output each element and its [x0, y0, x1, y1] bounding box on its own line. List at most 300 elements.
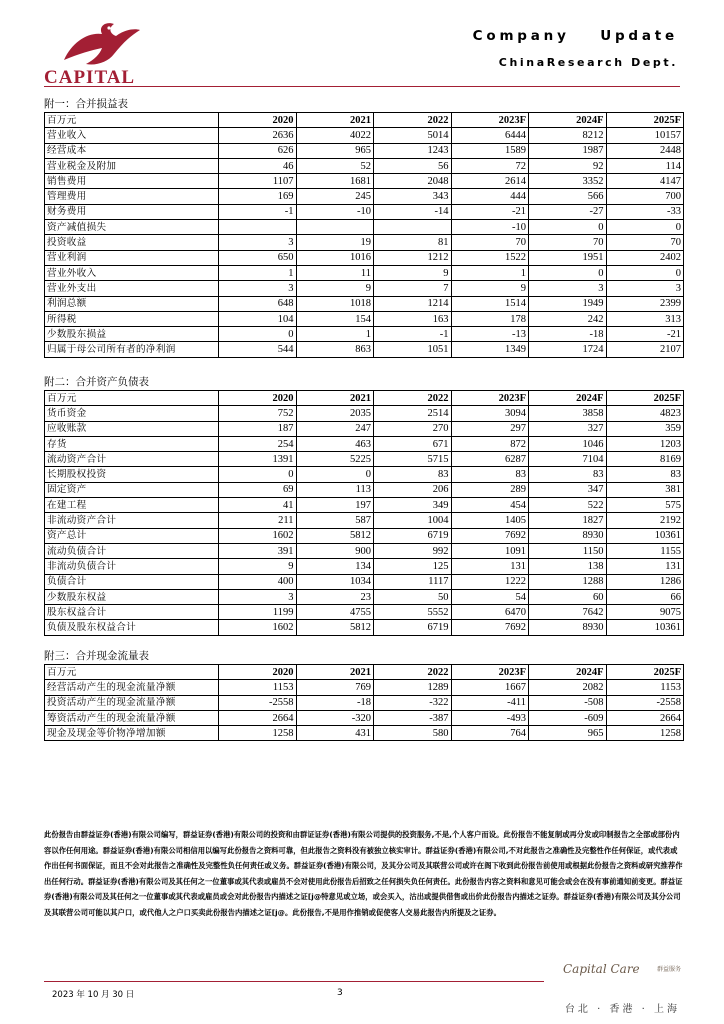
table-cell: 197 [296, 498, 374, 513]
table-cell: 1016 [296, 250, 374, 265]
table-row [45, 513, 684, 528]
table-cell [219, 220, 297, 235]
unit-label: 百万元 [45, 113, 219, 128]
table-cell: 522 [529, 498, 607, 513]
table-cell: 66 [606, 589, 684, 604]
income-statement-title: 附一：合并损益表 [44, 98, 128, 110]
row-label: 负债及股东权益合计 [45, 620, 219, 635]
table-cell: 70 [529, 235, 607, 250]
table-cell: 444 [451, 189, 529, 204]
table-cell: 5225 [296, 452, 374, 467]
table-cell: 1349 [451, 342, 529, 357]
table-cell: 69 [219, 482, 297, 497]
year-header: 2021 [296, 113, 374, 128]
table-row [45, 528, 684, 543]
table-cell: 270 [374, 421, 452, 436]
table-cell: 5812 [296, 620, 374, 635]
table-cell: 289 [451, 482, 529, 497]
table-cell: 671 [374, 436, 452, 451]
table-cell: 1258 [219, 726, 297, 741]
table-row [45, 482, 684, 497]
table-cell: 2664 [219, 710, 297, 725]
page-number: 3 [337, 988, 343, 998]
table-cell: 83 [606, 467, 684, 482]
table-cell: 1391 [219, 452, 297, 467]
table-row [45, 296, 684, 311]
table-cell: 138 [529, 559, 607, 574]
table-cell: 92 [529, 158, 607, 173]
table-cell: 3 [219, 281, 297, 296]
table-cell: 104 [219, 311, 297, 326]
table-cell: 81 [374, 235, 452, 250]
row-label: 营业税金及附加 [45, 158, 219, 173]
year-header: 2023F [451, 113, 529, 128]
table-cell: -18 [529, 327, 607, 342]
table-cell: 2048 [374, 174, 452, 189]
table-row [45, 559, 684, 574]
table-cell: 1107 [219, 174, 297, 189]
table-row [45, 128, 684, 143]
table-cell: 6719 [374, 620, 452, 635]
income-statement-table [44, 112, 684, 358]
table-cell: 626 [219, 143, 297, 158]
table-cell: 1681 [296, 174, 374, 189]
year-header: 2020 [219, 665, 297, 680]
table-cell: 1514 [451, 296, 529, 311]
table-cell: 1153 [219, 680, 297, 695]
table-cell: 52 [296, 158, 374, 173]
row-label: 财务费用 [45, 204, 219, 219]
table-cell: 242 [529, 311, 607, 326]
table-cell: 566 [529, 189, 607, 204]
table-cell: 1288 [529, 574, 607, 589]
table-cell: 178 [451, 311, 529, 326]
table-cell [296, 220, 374, 235]
table-cell: 2636 [219, 128, 297, 143]
table-row [45, 406, 684, 421]
table-cell: 7692 [451, 620, 529, 635]
row-label: 归属于母公司所有者的净利润 [45, 342, 219, 357]
row-label: 流动负债合计 [45, 543, 219, 558]
table-cell: 10157 [606, 128, 684, 143]
table-cell: 1222 [451, 574, 529, 589]
table-cell: 56 [374, 158, 452, 173]
table-row [45, 710, 684, 725]
table-cell: 992 [374, 543, 452, 558]
table-cell: 454 [451, 498, 529, 513]
table-cell: 1258 [606, 726, 684, 741]
table-row [45, 498, 684, 513]
table-header-row [45, 665, 684, 680]
year-header: 2025F [606, 391, 684, 406]
table-cell: -21 [451, 204, 529, 219]
report-type-title: Company Update [472, 28, 678, 44]
row-label: 固定资产 [45, 482, 219, 497]
row-label: 投资活动产生的现金流量净额 [45, 695, 219, 710]
year-header: 2025F [606, 113, 684, 128]
year-header: 2023F [451, 665, 529, 680]
row-label: 利润总额 [45, 296, 219, 311]
table-cell: 83 [374, 467, 452, 482]
table-cell: 8930 [529, 528, 607, 543]
table-row [45, 250, 684, 265]
row-label: 应收账款 [45, 421, 219, 436]
table-cell: 7104 [529, 452, 607, 467]
table-cell: 7692 [451, 528, 529, 543]
table-cell: 9 [296, 281, 374, 296]
table-cell: 7 [374, 281, 452, 296]
table-cell: 83 [451, 467, 529, 482]
row-label: 营业收入 [45, 128, 219, 143]
table-cell: -411 [451, 695, 529, 710]
year-header: 2024F [529, 391, 607, 406]
report-header [473, 28, 678, 69]
table-cell: 1243 [374, 143, 452, 158]
table-cell: 327 [529, 421, 607, 436]
table-cell: 313 [606, 311, 684, 326]
table-cell: 3 [529, 281, 607, 296]
table-cell: 1091 [451, 543, 529, 558]
report-date: 2023 年 10 月 30 日 [52, 990, 135, 1000]
table-row [45, 311, 684, 326]
table-cell: 3094 [451, 406, 529, 421]
table-cell: 1951 [529, 250, 607, 265]
table-cell: 10361 [606, 620, 684, 635]
table-cell: 3352 [529, 174, 607, 189]
table-cell: 0 [606, 220, 684, 235]
row-label: 长期股权投资 [45, 467, 219, 482]
table-row [45, 327, 684, 342]
year-header: 2023F [451, 391, 529, 406]
table-row [45, 204, 684, 219]
capital-care-cn: 群益服务 [656, 966, 681, 973]
table-cell: 1 [219, 265, 297, 280]
table-cell: 254 [219, 436, 297, 451]
table-cell: 580 [374, 726, 452, 741]
row-label: 资产减值损失 [45, 220, 219, 235]
year-header: 2022 [374, 665, 452, 680]
row-label: 少数股东权益 [45, 589, 219, 604]
table-cell: 19 [296, 235, 374, 250]
balance-sheet-table [44, 390, 684, 636]
table-cell: -1 [219, 204, 297, 219]
table-cell: 0 [219, 327, 297, 342]
year-header: 2020 [219, 391, 297, 406]
footer-divider [44, 981, 544, 982]
table-cell: -322 [374, 695, 452, 710]
table-cell: 965 [529, 726, 607, 741]
table-row [45, 620, 684, 635]
row-label: 所得税 [45, 311, 219, 326]
cash-flow-title: 附三：合并现金流量表 [44, 650, 149, 662]
table-cell: 154 [296, 311, 374, 326]
row-label: 营业利润 [45, 250, 219, 265]
table-cell: 1289 [374, 680, 452, 695]
table-cell: 10361 [606, 528, 684, 543]
table-header-row [45, 113, 684, 128]
table-cell: 1602 [219, 528, 297, 543]
row-label: 管理费用 [45, 189, 219, 204]
table-cell: 163 [374, 311, 452, 326]
table-cell: 46 [219, 158, 297, 173]
table-cell: 1117 [374, 574, 452, 589]
table-row [45, 235, 684, 250]
table-cell: 8930 [529, 620, 607, 635]
table-cell: 0 [296, 467, 374, 482]
table-cell: 113 [296, 482, 374, 497]
table-row [45, 695, 684, 710]
table-cell: 206 [374, 482, 452, 497]
table-row [45, 342, 684, 357]
year-header: 2024F [529, 113, 607, 128]
table-row [45, 436, 684, 451]
table-cell: -387 [374, 710, 452, 725]
table-cell: 245 [296, 189, 374, 204]
table-cell: 900 [296, 543, 374, 558]
table-cell: 343 [374, 189, 452, 204]
table-cell [374, 220, 452, 235]
row-label: 投资收益 [45, 235, 219, 250]
table-cell: 114 [606, 158, 684, 173]
table-cell: 463 [296, 436, 374, 451]
table-cell: 2514 [374, 406, 452, 421]
table-cell: 83 [529, 467, 607, 482]
table-cell: 0 [529, 220, 607, 235]
table-cell: 70 [606, 235, 684, 250]
table-cell: 575 [606, 498, 684, 513]
table-cell: -10 [451, 220, 529, 235]
table-cell: 1667 [451, 680, 529, 695]
table-cell: 1212 [374, 250, 452, 265]
table-row [45, 467, 684, 482]
table-row [45, 158, 684, 173]
table-header-row [45, 391, 684, 406]
row-label: 负债合计 [45, 574, 219, 589]
table-cell: 3858 [529, 406, 607, 421]
table-cell: 70 [451, 235, 529, 250]
table-cell: 1589 [451, 143, 529, 158]
table-cell: 381 [606, 482, 684, 497]
table-cell: -2558 [606, 695, 684, 710]
table-cell: 1 [296, 327, 374, 342]
table-cell: 2107 [606, 342, 684, 357]
table-row [45, 421, 684, 436]
row-label: 股东权益合计 [45, 605, 219, 620]
table-row [45, 189, 684, 204]
table-cell: 5812 [296, 528, 374, 543]
unit-label: 百万元 [45, 665, 219, 680]
table-cell: 1286 [606, 574, 684, 589]
table-cell: 650 [219, 250, 297, 265]
bird-logo-icon [58, 20, 142, 66]
legal-disclaimer: 此份报告由群益证券(香港)有限公司编写，群益证券(香港)有限公司的投资和由群证证券(香港)有限公司提供的投资服务,不是,个人客户而设。此份报告不能复制或再分发或印制报告之全部或部份内容以作任何用途。群益证券(香港)有限公司相信用以编写此份报告之资料可靠，但此报告之资料没有被独立核实审计。群益证券(香港)有限公司,不对此报告之准确性及完整性作任何保证，或代表或作出任何书面保证，而且不会对此报告之准确性及完整性负任何责任或义务。群益证券(香港)有限公司，及其分公司及其联营公司或许在阁下收到此份报告前使用或根据此份报告之资料或研究推荐作出任何行动。群益证券(香港)有限公司及其任何之一位董事或其代表或雇员不会对使用此份报告后招致之任何损失负任何责任。此份报告内容之资料和意见可能会或会在没有事前通知前变更。群益证券(香港)有限公司及其任何之一位董事或其代表或雇员或会对此份报告内描述之证[j@特意见或立场，或会买入，沽出或提供借售或出价此份报告内描述之证券。群益证券(香港)有限公司及其分公司及其联营公司可能以其户口，或代他人之户口买卖此份报告内描述之证[j@。此份报告,不是用作推销或促使客人交易此报告内所提及之证券。 [44, 830, 683, 917]
table-cell: 125 [374, 559, 452, 574]
table-cell: 7642 [529, 605, 607, 620]
row-label: 经营活动产生的现金流量净额 [45, 680, 219, 695]
table-cell: -33 [606, 204, 684, 219]
table-cell: 1051 [374, 342, 452, 357]
table-cell: 349 [374, 498, 452, 513]
row-label: 销售费用 [45, 174, 219, 189]
row-label: 资产总计 [45, 528, 219, 543]
table-cell: 169 [219, 189, 297, 204]
year-header: 2025F [606, 665, 684, 680]
table-cell: 1827 [529, 513, 607, 528]
table-row [45, 605, 684, 620]
table-cell: 2448 [606, 143, 684, 158]
year-header: 2022 [374, 113, 452, 128]
year-header: 2021 [296, 391, 374, 406]
table-cell: 0 [606, 265, 684, 280]
table-cell: 1602 [219, 620, 297, 635]
table-cell: 1405 [451, 513, 529, 528]
row-label: 营业外收入 [45, 265, 219, 280]
table-cell: 3 [219, 235, 297, 250]
table-cell: 187 [219, 421, 297, 436]
table-cell: 2192 [606, 513, 684, 528]
table-cell: 1724 [529, 342, 607, 357]
table-cell: 2664 [606, 710, 684, 725]
year-header: 2020 [219, 113, 297, 128]
table-cell: 2402 [606, 250, 684, 265]
table-cell: 60 [529, 589, 607, 604]
table-cell: -508 [529, 695, 607, 710]
table-cell: 5014 [374, 128, 452, 143]
table-row [45, 143, 684, 158]
table-cell: 4823 [606, 406, 684, 421]
table-cell: 391 [219, 543, 297, 558]
table-row [45, 220, 684, 235]
table-cell: 6470 [451, 605, 529, 620]
table-cell: 0 [219, 467, 297, 482]
row-label: 货币资金 [45, 406, 219, 421]
table-cell: 3 [606, 281, 684, 296]
table-cell: -10 [296, 204, 374, 219]
table-cell: -609 [529, 710, 607, 725]
table-cell: 131 [451, 559, 529, 574]
table-row [45, 543, 684, 558]
table-cell: 752 [219, 406, 297, 421]
table-cell: 1203 [606, 436, 684, 451]
table-row [45, 726, 684, 741]
year-header: 2022 [374, 391, 452, 406]
table-cell: 769 [296, 680, 374, 695]
row-label: 筹资活动产生的现金流量净额 [45, 710, 219, 725]
table-cell: 1987 [529, 143, 607, 158]
table-cell: 6719 [374, 528, 452, 543]
table-cell: -13 [451, 327, 529, 342]
table-cell: 9 [451, 281, 529, 296]
table-cell: -2558 [219, 695, 297, 710]
table-cell: 5552 [374, 605, 452, 620]
table-cell: -320 [296, 710, 374, 725]
table-cell: 1 [451, 265, 529, 280]
table-cell: -493 [451, 710, 529, 725]
table-cell: 1949 [529, 296, 607, 311]
table-cell: -18 [296, 695, 374, 710]
table-cell: 648 [219, 296, 297, 311]
table-cell: 4147 [606, 174, 684, 189]
table-cell: 1018 [296, 296, 374, 311]
logo-wordmark: CAPITAL [44, 67, 136, 88]
table-cell: 5715 [374, 452, 452, 467]
table-cell: 4755 [296, 605, 374, 620]
cash-flow-section [44, 648, 683, 741]
table-cell: 9075 [606, 605, 684, 620]
capital-care-script: Capital Care [563, 962, 640, 976]
unit-label: 百万元 [45, 391, 219, 406]
table-cell: 3 [219, 589, 297, 604]
table-cell: 211 [219, 513, 297, 528]
table-cell: -14 [374, 204, 452, 219]
table-cell: 400 [219, 574, 297, 589]
table-cell: 2035 [296, 406, 374, 421]
table-cell: 4022 [296, 128, 374, 143]
table-cell: 11 [296, 265, 374, 280]
table-cell: 863 [296, 342, 374, 357]
table-cell: 8212 [529, 128, 607, 143]
year-header: 2024F [529, 665, 607, 680]
row-label: 非流动资产合计 [45, 513, 219, 528]
table-cell: 1034 [296, 574, 374, 589]
table-cell: 544 [219, 342, 297, 357]
table-cell: 0 [529, 265, 607, 280]
table-cell: 8169 [606, 452, 684, 467]
table-cell: 54 [451, 589, 529, 604]
row-label: 流动资产合计 [45, 452, 219, 467]
table-cell: 1004 [374, 513, 452, 528]
table-cell: 50 [374, 589, 452, 604]
table-cell: -1 [374, 327, 452, 342]
table-cell: 1155 [606, 543, 684, 558]
row-label: 现金及现金等价物净增加额 [45, 726, 219, 741]
table-cell: 965 [296, 143, 374, 158]
table-cell: 764 [451, 726, 529, 741]
table-cell: 1214 [374, 296, 452, 311]
row-label: 经营成本 [45, 143, 219, 158]
table-cell: 431 [296, 726, 374, 741]
table-row [45, 281, 684, 296]
table-row [45, 574, 684, 589]
cash-flow-table [44, 664, 684, 741]
table-cell: 1522 [451, 250, 529, 265]
header-divider [44, 86, 680, 87]
table-cell: 23 [296, 589, 374, 604]
table-cell: 6287 [451, 452, 529, 467]
table-row [45, 452, 684, 467]
table-cell: 297 [451, 421, 529, 436]
income-statement-section [44, 96, 683, 358]
table-row [45, 174, 684, 189]
table-cell: 72 [451, 158, 529, 173]
table-cell: 2614 [451, 174, 529, 189]
table-cell: 872 [451, 436, 529, 451]
table-cell: 2399 [606, 296, 684, 311]
row-label: 非流动负债合计 [45, 559, 219, 574]
table-cell: 359 [606, 421, 684, 436]
table-cell: 1153 [606, 680, 684, 695]
row-label: 营业外支出 [45, 281, 219, 296]
table-cell: 700 [606, 189, 684, 204]
table-cell: -21 [606, 327, 684, 342]
year-header: 2021 [296, 665, 374, 680]
table-cell: 247 [296, 421, 374, 436]
table-row [45, 589, 684, 604]
table-cell: 1046 [529, 436, 607, 451]
balance-sheet-section [44, 374, 683, 636]
table-cell: 347 [529, 482, 607, 497]
table-cell: 1150 [529, 543, 607, 558]
